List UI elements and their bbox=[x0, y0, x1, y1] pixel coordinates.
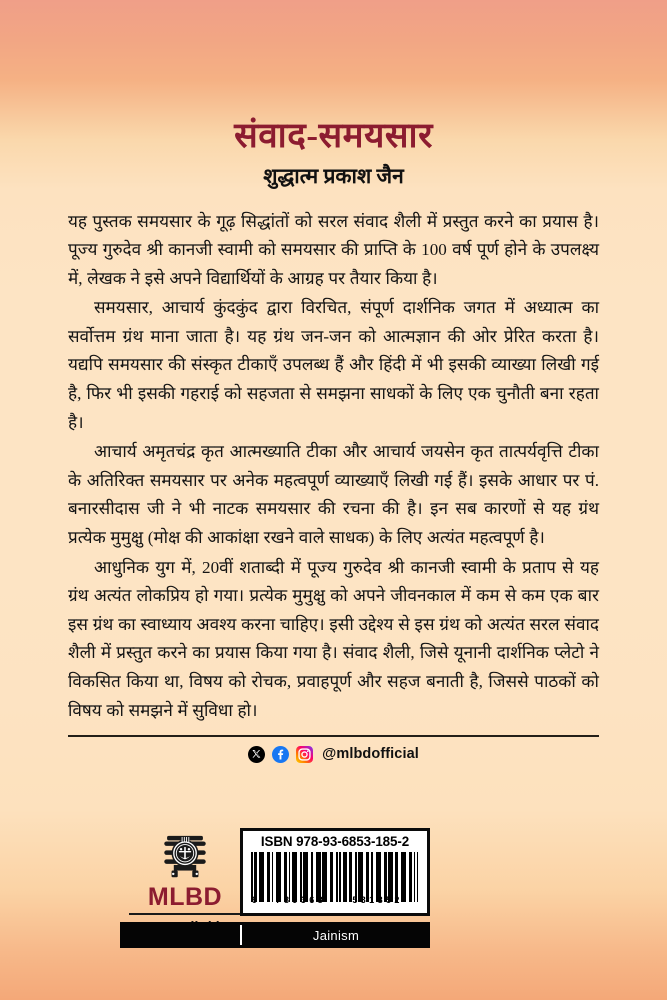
publisher-logo-block bbox=[120, 828, 250, 933]
blurb-paragraph-4: आधुनिक युग में, 20वीं शताब्दी में पूज्य गुरुदेव श्री कानजी स्वामी के प्रताप से यह ग्रंथ अत्यंत लोकप्रिय हो गया। प्रत्येक मुमुक्षु को अपने जीवनकाल में कम से कम एक बार इस ग्रंथ का स्वाध्याय अवश्य करना चाहिए। इसी उद्देश्य से इस ग्रंथ को अत्यंत सरल संवाद शैली में प्रस्तुत करने का प्रयास किया गया है। संवाद शैली, जिसे यूनानी दार्शनिक प्लेटो ने विकसित किया था, विषय को रोचक, प्रवाहपूर्ण और सहज बनाती है, जिससे पाठकों को विषय को समझने में सुविधा हो। bbox=[68, 557, 599, 720]
facebook-icon[interactable] bbox=[272, 746, 289, 763]
horizontal-divider bbox=[68, 735, 599, 737]
title-block bbox=[68, 0, 599, 190]
subject-bar-blank bbox=[120, 922, 240, 948]
social-media-row bbox=[68, 744, 599, 764]
mlbd-emblem-icon bbox=[157, 828, 213, 884]
barcode-digit-lead: 9 bbox=[252, 895, 261, 905]
blurb-text bbox=[68, 208, 599, 726]
blurb-paragraph-3: आचार्य अमृतचंद्र कृत आत्मख्याति टीका और आचार्य जयसेन कृत तात्पर्यवृत्ति टीका के अतिरिक्त समयसार पर अनेक महत्वपूर्ण व्याख्याएँ लिखी गई हैं। इसके आधार पर पं. बनारसीदास जी ने भी नाटक समयसार की रचना की है। इन सब कारणों से यह ग्रंथ प्रत्येक मुमुक्षु (मोक्ष की आकांक्षा रखने वाले साधक) के लिए अत्यंत महत्वपूर्ण है। bbox=[68, 442, 599, 548]
subject-bar bbox=[120, 922, 430, 948]
barcode-digits bbox=[249, 895, 421, 905]
cover-content-column bbox=[68, 0, 599, 1000]
x-twitter-icon[interactable] bbox=[248, 746, 265, 763]
blurb-paragraph-1: यह पुस्तक समयसार के गूढ़ सिद्धांतों को सरल संवाद शैली में प्रस्तुत करने का प्रयास है। पूज्य गुरुदेव श्री कानजी स्वामी को समयसार की प्राप्ति के 100 वर्ष पूर्ण होने के उपलक्ष्य में, लेखक ने इसे अपने विद्यार्थियों के आग्रह पर तैयार किया है। bbox=[68, 211, 599, 288]
publisher-name: MLBD bbox=[147, 883, 223, 911]
barcode-digit-group-1: 789368 bbox=[275, 895, 327, 905]
isbn-number: ISBN 978-93-6853-185-2 bbox=[260, 834, 410, 849]
publisher-underline bbox=[129, 913, 241, 915]
book-title: संवाद-समयसार bbox=[234, 116, 433, 155]
blurb-paragraph-2: समयसार, आचार्य कुंदकुंद द्वारा विरचित, संपूर्ण दार्शनिक जगत में अध्यात्म का सर्वोत्तम ग्रंथ माना जाता है। यह ग्रंथ जन-जन को आत्मज्ञान की ओर प्रेरित करता है। यद्यपि समयसार की संस्कृत टीकाएँ उपलब्ध हैं और हिंदी में भी इसकी व्याख्या लिखी गई है, फिर भी इसकी गहराई को सहजता से समझना साधकों के लिए एक चुनौती बना रहता है। bbox=[68, 298, 599, 432]
barcode-bar bbox=[417, 852, 419, 902]
instagram-icon[interactable] bbox=[296, 746, 313, 763]
social-handle: @mlbdofficial bbox=[322, 746, 419, 763]
subject-label: Jainism bbox=[312, 927, 360, 943]
barcode-digit-group-2: 531852 bbox=[352, 895, 403, 905]
isbn-barcode-box bbox=[240, 828, 430, 916]
bottom-strip bbox=[68, 828, 599, 958]
book-author: शुद्धात्म प्रकाश जैन bbox=[263, 164, 404, 189]
